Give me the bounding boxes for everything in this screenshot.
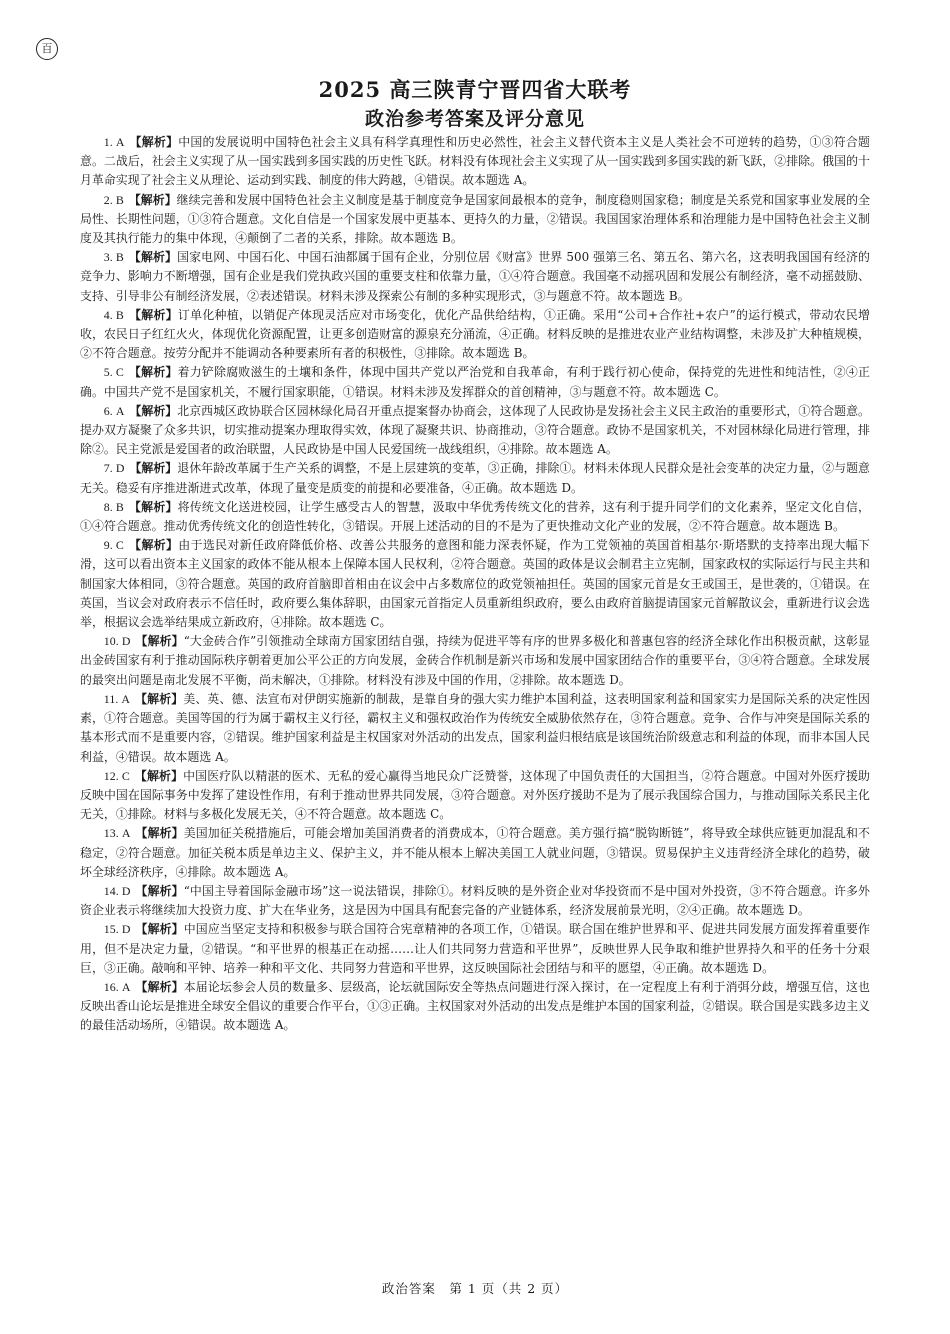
analysis-text: “中国主导着国际金融市场”这一说法错误，排除①。材料反映的是外资企业对华投资而不是中国对外投资，③不符合题意。许多外资企业表示将继续加大投资力度、扩大在华业务，这是因为中国具有配套完备的产业链体系，经济发展前景光明，②④正确。故本题选 D。 [80,883,870,918]
answer-letter: B [115,499,124,514]
question-number: 6. [103,403,113,418]
analysis-tag: 【解析】 [128,365,178,380]
analysis-tag: 【解析】 [135,826,184,841]
answer-item [80,536,870,632]
answer-item [80,978,870,1036]
answer-letter: B [115,192,124,207]
analysis-tag: 【解析】 [128,250,178,265]
answer-letter: C [115,538,124,553]
analysis-text: 美、英、德、法宣布对伊朗实施新的制裁，是靠自身的强大实力维护本国利益，这表明国家利益和国家实力是国际关系的决定性因素，①符合题意。美国等国的行为属于霸权主义行径，霸权主义和强权政治作为传统安全威胁依然存在，③符合题意。竞争、合作与冲突是国际关系的基本形式而不是重要内容，②错误。维护国家利益是主权国家对外活动的出发点，国家利益归根结底是该国统治阶级意志和利益的体现，而非本国人民利益，④错误。故本题选 A。 [80,691,870,764]
answer-letter: C [121,768,130,783]
analysis-tag: 【解析】 [128,538,179,553]
answer-letter: B [115,250,124,265]
analysis-text: “大金砖合作”引领推动全球南方国家团结自强，持续为促进平等有序的世界多极化和普惠包容的经济全球化作出积极贡献，这彰显出金砖国家有利于推动国际秩序朝着更加公平公正的方向发展，金砖合作机制是新兴市场和发展中国家团结合作的重要平台，③④符合题意。全球发展的最突出问题是南北发展不平衡，尚未解决，①排除。材料没有涉及中国的作用，②排除。故本题选 D。 [80,634,870,687]
analysis-tag: 【解析】 [135,691,184,706]
question-number: 11. [103,691,119,706]
question-number: 5. [103,365,113,380]
question-number: 15. [103,922,119,937]
question-number: 1. [103,135,113,149]
analysis-text: 退休年龄改革属于生产关系的调整，不是上层建筑的变革，③正确，排除①。材料未体现人民群众是社会变革的决定力量，②与题意无关。稳妥有序推进渐进式改革，体现了量变是质变的前提和必要准备，④正确。故本题选 D。 [80,461,870,495]
question-number: 9. [103,538,113,553]
stamp-mark: 百 [36,38,58,60]
analysis-tag: 【解析】 [135,883,184,898]
answer-item [80,824,870,882]
answer-letter: A [121,979,131,994]
question-number: 3. [103,250,113,265]
analysis-tag: 【解析】 [129,135,179,149]
answer-letter: C [115,365,124,380]
analysis-text: 中国应当坚定支持和积极参与联合国符合宪章精神的各项工作，①错误。联合国在维护世界和平、促进共同发展方面发挥着重要作用，但不是决定力量，②错误。“和平世界的根基正在动摇……让人们共同努力营造和平世界”，反映世界人民争取和维护世界持久和平的任务十分艰巨，③正确。敲响和平钟、培养一种和平文化、共同努力营造和平世界，这反映国际社会团结与和平的愿望，④正确。故本题选 D。 [80,922,871,975]
page-footer: 政治答案 第 1 页（共 2 页） [381,1281,569,1296]
answer-item [80,306,870,364]
page-title: 2025 高三陕青宁晋四省大联考 [318,77,632,102]
analysis-text: 由于选民对新任政府降低价格、改善公共服务的意图和能力深表怀疑，作为工党领袖的英国首相基尔·斯塔默的支持率出现大幅下滑，这可以看出资本主义国家的政体不能从根本上保障本国人民权利，②符合题意。英国的政体是议会制君主立宪制，国家政权的实际运行与民主共和制国家大体相同，③符合题意。英国的政府首脑即首相由在议会中占多数席位的政党领袖担任。英国的国家元首是女王或国王，是世袭的，①错误。在英国，当议会对政府表示不信任时，政府要么集体辞职，由国家元首指定人员重新组织政府，要么由政府首脑提请国家元首解散议会，重新进行议会选举，根据议会选举结果成立新政府，④排除。故本题选 C。 [80,538,870,630]
analysis-tag: 【解析】 [135,979,184,994]
answer-letter: A [121,691,131,706]
analysis-text: 本届论坛参会人员的数量多、层级高，论坛就国际安全等热点问题进行深入探讨，在一定程度上有利于消弭分歧，增强互信，这也反映出香山论坛是推进全球安全倡议的重要合作平台，①③正确。主权国家对外活动的出发点是维护本国的国家利益，②错误。联合国是实践多边主义的最佳活动场所，④错误。故本题选 A。 [80,979,871,1033]
analysis-text: 继续完善和发展中国特色社会主义制度是基于制度竞争是国家间最根本的竞争，制度稳则国家稳；制度是关系党和国家事业发展的全局性、长期性问题，①③符合题意。文化自信是一个国家发展中更基本、更持久的力量，②错误。我国国家治理体系和治理能力是中国特色社会主义制度及其执行能力的集中体现，④颠倒了二者的关系，排除。故本题选 B。 [80,192,871,246]
analysis-text: 中国医疗队以精湛的医术、无私的爱心赢得当地民众广泛赞誉，这体现了中国负责任的大国担当，②符合题意。中国对外医疗援助反映中国在国际事务中发挥了建设性作用，有利于推动世界共同发展，③符合题意。对外医疗援助不是为了展示我国综合国力，与推动国际关系民主化无关，①排除。材料与多极化发展无关，④不符合题意。故本题选 C。 [80,768,870,822]
answer-item [80,882,870,920]
answer-item [80,498,870,536]
analysis-text: 将传统文化送进校园，让学生感受古人的智慧，汲取中华优秀传统文化的营养，这有利于提升同学们的文化素养，坚定文化自信，①④符合题意。推动优秀传统文化的创造性转化，③错误。开展上述活动的目的不是为了更快推动文化产业的发展，②不符合题意。故本题选 B。 [80,499,870,534]
analysis-tag: 【解析】 [129,461,178,476]
answer-item [80,767,870,825]
question-number: 4. [103,307,113,322]
analysis-text: 国家电网、中国石化、中国石油都属于国有企业，分别位居《财富》世界 500 强第三名、第五名、第六名，这表明我国国有经济的竞争力、影响力不断增强，国有企业是我们党执政兴国的重要支柱和依靠力量，①④符合题意。我国毫不动摇巩固和发展公有制经济，毫不动摇鼓励、支持、引导非公有制经济发展，②表述错误。材料未涉及探索公有制的多种实现形式，③与题意不符。故本题选 B。 [80,250,871,303]
answer-list [80,133,870,1036]
answer-letter: A [115,135,125,149]
answer-item [80,459,870,497]
answer-item [80,402,870,460]
question-number: 7. [103,461,113,476]
answer-item [80,920,870,978]
answer-letter: D [121,922,131,937]
question-number: 10. [103,634,119,649]
answer-item [80,191,870,249]
answer-letter: A [115,403,125,418]
answer-item [80,632,870,690]
answer-item [80,248,870,306]
question-number: 2. [103,192,113,207]
answer-letter: A [121,826,131,841]
answer-letter: D [121,634,131,649]
answer-item [80,363,870,401]
question-number: 13. [103,826,119,841]
question-number: 12. [103,768,119,783]
analysis-tag: 【解析】 [128,192,177,207]
analysis-text: 着力铲除腐败滋生的土壤和条件，体现中国共产党以严治党和自我革命，有利于践行初心使命，保持党的先进性和纯洁性，②④正确。中国共产党不是国家机关，不履行国家职能，①错误。材料未涉及发挥群众的首创精神，③与题意不符。故本题选 C。 [80,365,870,399]
analysis-tag: 【解析】 [129,403,178,418]
analysis-tag: 【解析】 [135,922,184,937]
analysis-text: 美国加征关税措施后，可能会增加美国消费者的消费成本，①符合题意。美方强行搞“脱钩断链”，将导致全球供应链更加混乱和不稳定，②符合题意。加征关税本质是单边主义、保护主义，并不能从根本上解决美国工人就业问题，③错误。贸易保护主义违背经济全球化的趋势，破坏全球经济秩序，④排除。故本题选 A。 [80,826,870,879]
question-number: 8. [103,499,113,514]
answer-item [80,133,870,191]
analysis-tag: 【解析】 [128,499,178,514]
analysis-text: 中国的发展说明中国特色社会主义具有科学真理性和历史必然性，社会主义替代资本主义是人类社会不可逆转的趋势，①③符合题意。二战后，社会主义实现了从一国实践到多国实践的历史性飞跃。材料没有体现社会主义实现了从一国实践到多国实践的新飞跃，②排除。俄国的十月革命实现了社会主义从理论、运动到实践、制度的伟大跨越，④错误。故本题选 A。 [80,135,870,188]
analysis-text: 北京西城区政协联合区园林绿化局召开重点提案督办协商会，这体现了人民政协是发扬社会主义民主政治的重要形式，①符合题意。提办双方凝聚了众多共识，切实推动提案办理取得实效，体现了凝聚共识、协商推动，③符合题意。政协不是国家机关，不对园林绿化局进行管理，排除②。民主党派是爱国者的政治联盟，人民政协是中国人民爱国统一战线组织，④排除。故本题选 A。 [80,403,870,457]
answer-item [80,690,870,767]
answer-letter: D [121,883,131,898]
analysis-tag: 【解析】 [134,768,184,783]
answer-letter: B [115,307,124,322]
question-number: 14. [103,883,119,898]
question-number: 16. [103,979,119,994]
answer-letter: D [115,461,125,476]
analysis-tag: 【解析】 [128,307,178,322]
analysis-text: 订单化种植，以销促产体现灵活应对市场变化，优化产品供给结构，①正确。采用“公司+合作社+农户”的运行模式，带动农民增收，农民日子红红火火，体现优化资源配置，让更多创造财富的源泉充分涌流，④正确。材料反映的是推进农业产业结构调整，未涉及扩大种植规模，②不符合题意。按劳分配并不能调动各种要素所有者的积极性，③排除。故本题选 B。 [80,307,870,361]
page-subtitle: 政治参考答案及评分意见 [364,108,585,130]
analysis-tag: 【解析】 [135,634,184,649]
